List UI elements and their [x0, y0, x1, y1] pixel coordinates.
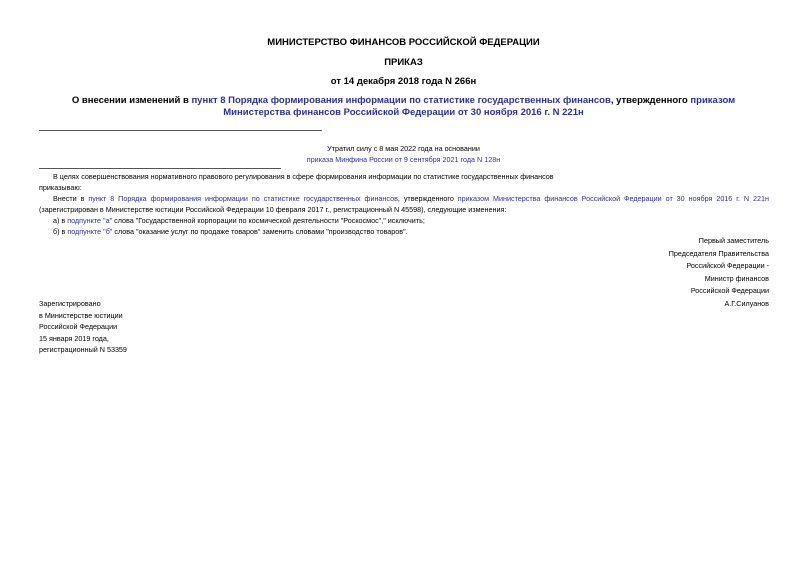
paragraph-order: приказываю: — [39, 183, 82, 192]
registration-line: регистрационный N 53359 — [39, 345, 127, 354]
amendment-link-order-221n[interactable]: приказом Министерства финансов Российской Федерации от 30 ноября 2016 г. N 221н — [457, 194, 769, 203]
item-b-text: слова "оказание услуг по продаже товаров" заменить словами "производство товаров". — [112, 227, 408, 236]
title-text-1: О внесении изменений в — [71, 95, 192, 106]
document-title — [40, 95, 767, 119]
doc-type-heading: ПРИКАЗ — [384, 57, 423, 68]
item-a-link[interactable]: подпункте "а" — [67, 216, 113, 225]
ministry-heading: МИНИСТЕРСТВО ФИНАНСОВ РОССИЙСКОЙ ФЕДЕРАЦИИ — [267, 37, 540, 48]
expiry-notice-link[interactable]: приказа Минфина России от 9 сентября 2021 года N 128н — [306, 155, 501, 164]
registration-line: Зарегистрировано — [39, 299, 101, 308]
item-a — [39, 215, 783, 226]
signature-line: Российской Федерации - — [686, 261, 769, 270]
registration-line: Российской Федерации — [39, 322, 118, 331]
signature-line: Первый заместитель — [698, 236, 769, 245]
registration-line: 15 января 2019 года, — [39, 333, 109, 343]
paragraph-amendment — [39, 193, 769, 204]
expiry-notice — [0, 143, 807, 165]
title-text-2: , утвержденного — [610, 95, 691, 106]
registration-block — [39, 298, 127, 356]
paragraph-amendment-continuation: (зарегистрирован в Министерстве юстиции Российской Федерации 10 февраля 2017 г., регистрационный N 45598), следующие изменения: — [39, 205, 507, 214]
expiry-notice-text: Утратил силу с 8 мая 2022 года на основании — [327, 144, 480, 153]
signature-name: А.Г.Силуанов — [724, 298, 769, 308]
divider-bottom — [39, 168, 281, 169]
item-b-prefix: б) в — [53, 227, 68, 236]
signature-line: Российской Федерации — [690, 286, 769, 295]
title-link-order-221n[interactable]: приказом Министерства финансов Российской Федерации от 30 ноября 2016 г. N 221н — [223, 95, 736, 118]
divider-top — [39, 130, 322, 131]
title-link-point-8[interactable]: пункт 8 Порядка формирования информации по статистике государственных финансов — [191, 95, 611, 106]
signature-block — [669, 235, 769, 310]
amendment-link-point-8[interactable]: пункт 8 Порядка формирования информации по статистике государственных финансов — [88, 194, 398, 203]
item-a-prefix: а) в — [53, 216, 68, 225]
signature-line: Министр финансов — [704, 273, 769, 283]
amendment-mid: , утвержденного — [397, 194, 458, 203]
item-a-text: слова "Государственной корпорации по космической деятельности "Роскосмос"," исключить; — [112, 216, 425, 225]
item-b-link[interactable]: подпункте "б" — [67, 227, 113, 236]
registration-line: в Министерстве юстиции — [39, 310, 123, 320]
paragraph-purpose: В целях совершенствования нормативного правового регулирования в сфере формирования информации по статистике государственных финансов — [53, 172, 554, 181]
signature-line: Председателя Правительства — [668, 248, 769, 258]
amendment-prefix: Внести в — [53, 194, 89, 203]
date-number-heading: от 14 декабря 2018 года N 266н — [330, 76, 477, 87]
